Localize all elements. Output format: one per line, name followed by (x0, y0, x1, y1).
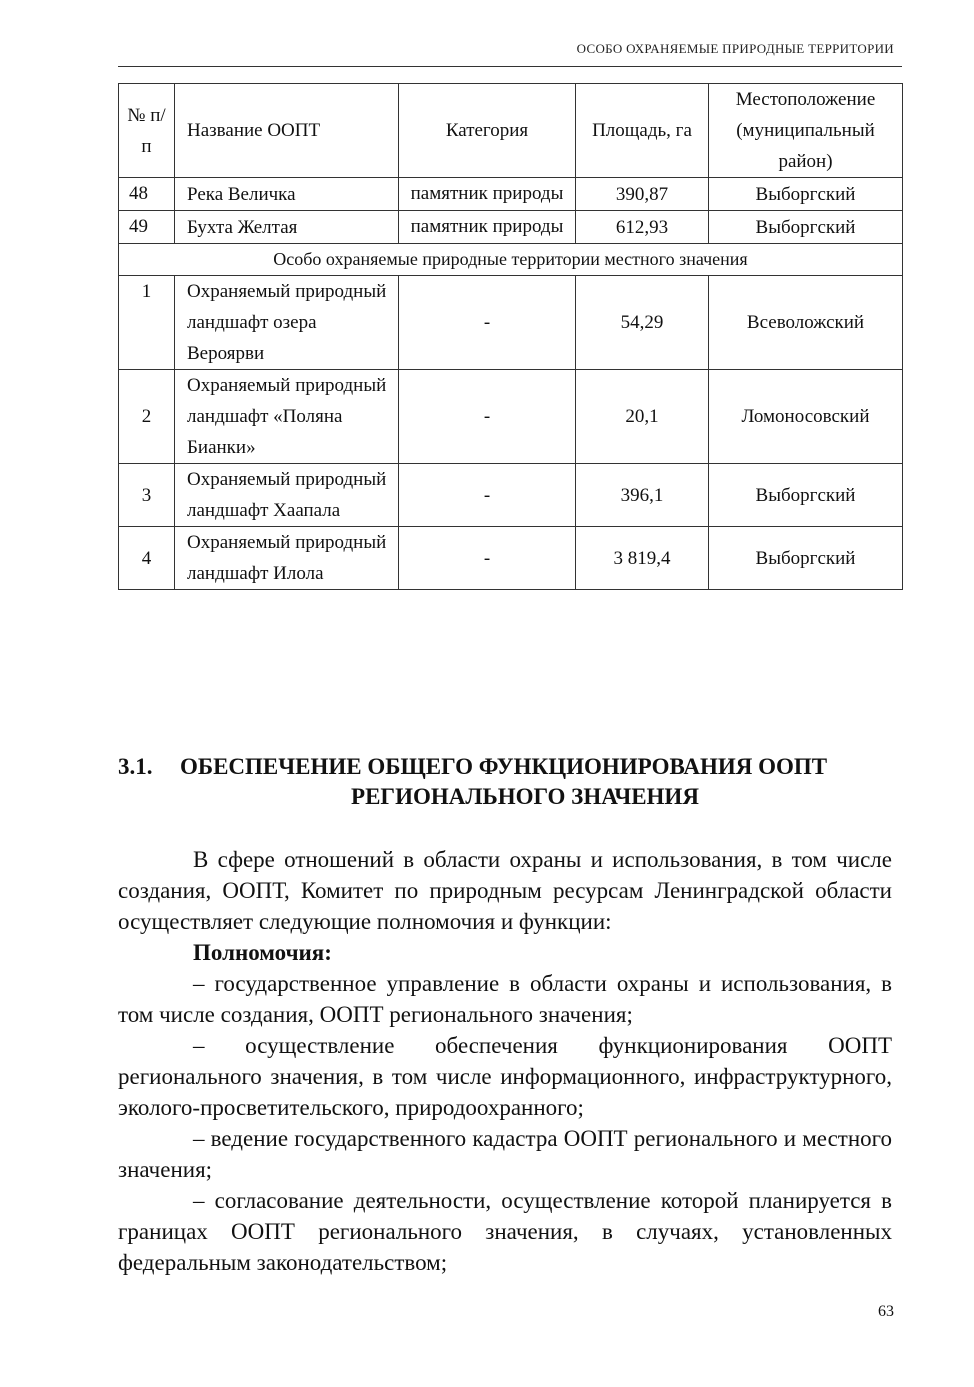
powers-item: – ведение государственного кадастра ООПТ регионального и местного значения; (118, 1126, 892, 1182)
row-area: 54,29 (576, 276, 709, 370)
column-header-area: Площадь, га (576, 84, 709, 178)
table-row (119, 276, 903, 370)
row-category: - (399, 464, 576, 527)
powers-item: – осуществление обеспечения функционирования ООПТ регионального значения, в том числе информационного, инфраструктурного, эколого-просветительского, природоохранного; (118, 1033, 892, 1120)
row-category: - (399, 370, 576, 464)
column-header-district: Местоположение (муниципальный район) (709, 84, 903, 178)
column-header-category: Категория (399, 84, 576, 178)
row-district: Ломоносовский (709, 370, 903, 464)
row-name: Охраняемый природный ландшафт Хаапала (175, 464, 399, 527)
column-header-num-text: № п/п (127, 104, 166, 157)
table-section-row (119, 244, 903, 276)
row-category: - (399, 527, 576, 590)
local-section-title: Особо охраняемые природные территории местного значения (119, 244, 903, 276)
section-heading (118, 752, 902, 812)
header-rule (118, 66, 902, 67)
row-district: Выборгский (709, 211, 903, 244)
row-num: 48 (119, 178, 175, 211)
row-area: 20,1 (576, 370, 709, 464)
row-area: 612,93 (576, 211, 709, 244)
row-district: Выборгский (709, 178, 903, 211)
row-name: Бухта Желтая (175, 211, 399, 244)
section-number: 3.1. (118, 754, 153, 779)
row-area: 396,1 (576, 464, 709, 527)
column-header-num (119, 84, 175, 178)
section-title-line2: РЕГИОНАЛЬНОГО ЗНАЧЕНИЯ (351, 784, 699, 809)
table-row (119, 464, 903, 527)
table-row (119, 178, 903, 211)
section-title-line1: ОБЕСПЕЧЕНИЕ ОБЩЕГО ФУНКЦИОНИРОВАНИЯ ООПТ (180, 754, 828, 779)
row-num: 4 (119, 527, 175, 590)
row-name: Река Величка (175, 178, 399, 211)
column-header-name: Название ООПТ (175, 84, 399, 178)
table-header-row (119, 84, 903, 178)
row-num: 49 (119, 211, 175, 244)
powers-item: – государственное управление в области охраны и использования, в том числе создания, ООПТ регионального значения; (118, 971, 892, 1027)
page-number: 63 (878, 1303, 894, 1320)
row-area: 390,87 (576, 178, 709, 211)
row-num: 3 (119, 464, 175, 527)
row-area: 3 819,4 (576, 527, 709, 590)
row-num: 2 (119, 370, 175, 464)
body-text (118, 844, 892, 1278)
intro-paragraph: В сфере отношений в области охраны и использования, в том числе создания, ООПТ, Комитет по природным ресурсам Ленинградской области осуществляет следующие полномочия и функции: (118, 847, 892, 934)
table-row (119, 527, 903, 590)
row-category: - (399, 276, 576, 370)
powers-heading: Полномочия: (193, 940, 332, 965)
oopt-table (118, 83, 903, 590)
row-category: памятник природы (399, 178, 576, 211)
row-name: Охраняемый природный ландшафт озера Вероярви (175, 276, 399, 370)
table-row (119, 211, 903, 244)
row-category: памятник природы (399, 211, 576, 244)
row-district: Выборгский (709, 527, 903, 590)
table-row (119, 370, 903, 464)
row-district: Выборгский (709, 464, 903, 527)
row-num: 1 (119, 276, 175, 370)
row-name: Охраняемый природный ландшафт Илола (175, 527, 399, 590)
row-district: Всеволожский (709, 276, 903, 370)
running-header: ОСОБО ОХРАНЯЕМЫЕ ПРИРОДНЫЕ ТЕРРИТОРИИ (576, 41, 894, 56)
powers-item: – согласование деятельности, осуществление которой планируется в границах ООПТ регионального значения, в случаях, установленных федеральным законодательством; (118, 1188, 892, 1275)
row-name: Охраняемый природный ландшафт «Поляна Бианки» (175, 370, 399, 464)
